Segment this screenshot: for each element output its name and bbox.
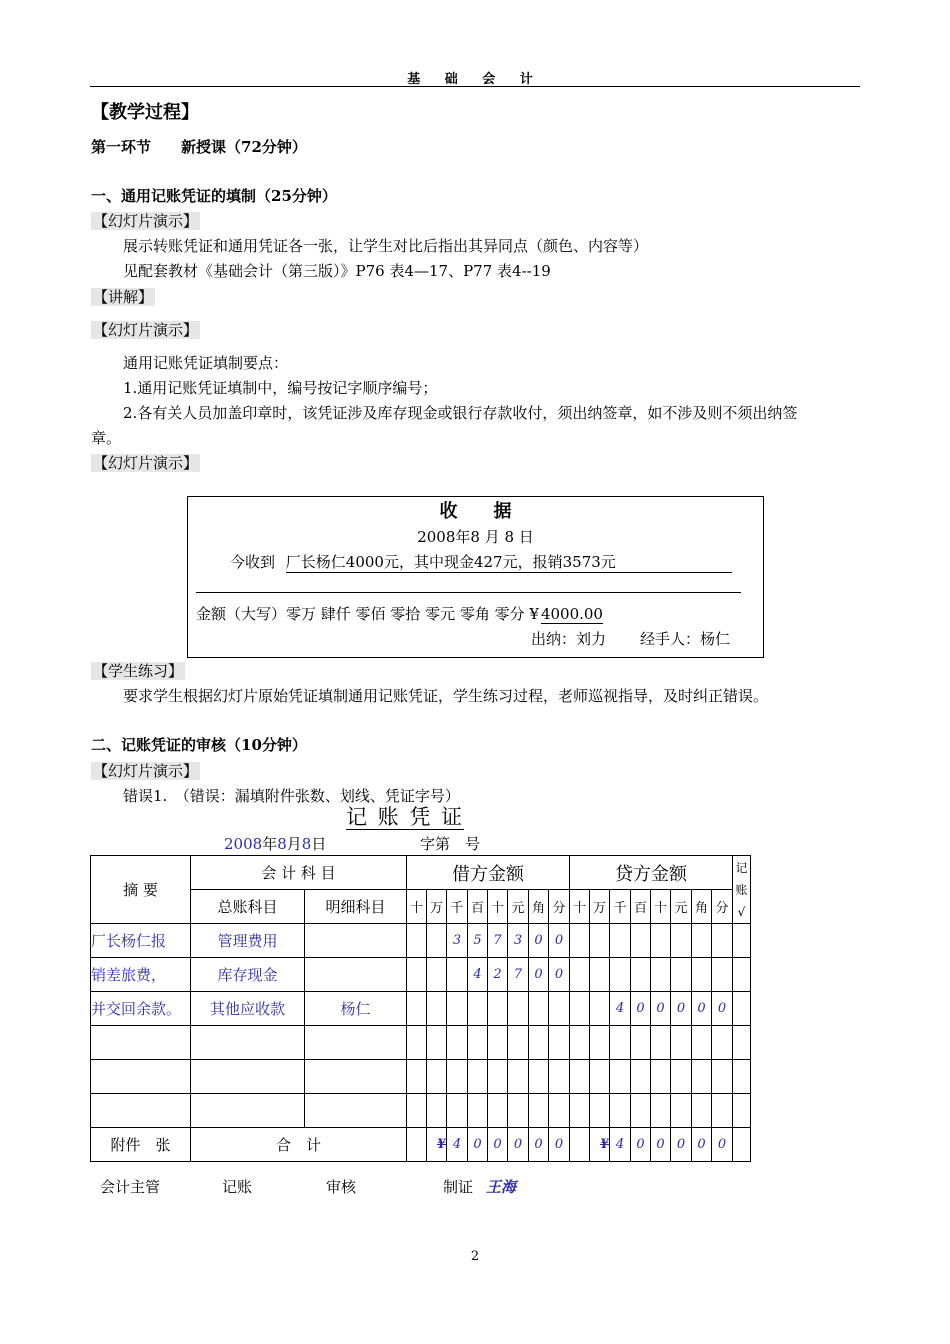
voucher-month: 8 (277, 835, 287, 853)
total-debit-digit: 0 (508, 1128, 529, 1162)
debit-digit (529, 1094, 549, 1128)
total-debit-digit: 0 (488, 1128, 508, 1162)
total-debit-digit: 0 (529, 1128, 549, 1162)
part1-line2: 见配套教材《基础会计（第三版）》P76 表4—17、P77 表4--19 (123, 262, 551, 280)
voucher-day-unit: 日 (311, 835, 327, 853)
credit-digit (692, 1026, 712, 1060)
entry-posted-mark (733, 1094, 751, 1128)
debit-digit (549, 1026, 570, 1060)
digit-header: 十 (570, 890, 590, 924)
posted-char: 账 (735, 882, 748, 897)
prepared-by: 王海 (486, 1178, 517, 1196)
entry-detail-account (305, 1094, 407, 1128)
credit-digit: 0 (651, 992, 671, 1026)
entry-detail-account (305, 958, 407, 992)
credit-digit (651, 958, 671, 992)
debit-digit (427, 958, 447, 992)
debit-digit (447, 1094, 468, 1128)
digit-header: 百 (468, 890, 488, 924)
debit-digit (407, 1026, 427, 1060)
credit-digit (590, 992, 610, 1026)
total-credit-digit (570, 1128, 590, 1162)
total-credit-digit: 0 (671, 1128, 692, 1162)
phase-title: 第一环节 新授课（72分钟） (91, 138, 307, 156)
entry-summary (91, 1026, 191, 1060)
total-label: 合 计 (191, 1128, 407, 1162)
credit-digit (590, 924, 610, 958)
credit-digit (631, 1026, 651, 1060)
debit-digit (508, 992, 529, 1026)
error-1: 错误1. （错误：漏填附件张数、划线、凭证字号） (123, 787, 460, 805)
debit-digit: 7 (508, 958, 529, 992)
credit-digit (570, 958, 590, 992)
point-2-continued: 章。 (91, 429, 122, 447)
total-posted-mark (733, 1128, 751, 1162)
digit-header: 十 (651, 890, 671, 924)
debit-digit (468, 1094, 488, 1128)
entry-general-account (191, 1060, 305, 1094)
entry-summary: 厂长杨仁报 (91, 924, 191, 958)
debit-digit (549, 1060, 570, 1094)
handler: 经手人：杨仁 (640, 630, 731, 648)
credit-digit (590, 1060, 610, 1094)
entry-row (91, 1060, 751, 1094)
credit-digit (631, 1060, 651, 1094)
total-debit-digit (407, 1128, 427, 1162)
running-header: 基 础 会 计 (407, 72, 543, 87)
receipt-date: 2008年8 月 8 日 (417, 528, 534, 546)
point-1: 1.通用记账凭证填制中，编号按记字顺序编号； (123, 379, 438, 397)
practice-text: 要求学生根据幻灯片原始凭证填制通用记账凭证，学生练习过程，老师巡视指导，及时纠正错误。 (123, 687, 769, 705)
credit-digit (712, 924, 733, 958)
digit-header: 万 (427, 890, 447, 924)
digit-header: 万 (590, 890, 610, 924)
credit-digit (610, 958, 631, 992)
header-rule (90, 86, 860, 87)
debit-digit (427, 1060, 447, 1094)
debit-digit (447, 992, 468, 1026)
entry-posted-mark (733, 992, 751, 1026)
credit-digit (590, 1026, 610, 1060)
received-text: 厂长杨仁4000元，其中现金427元，报销3573元 (286, 551, 732, 573)
debit-digit (427, 1094, 447, 1128)
total-credit-digit: 0 (631, 1128, 651, 1162)
footer-prepared: 制证 (443, 1178, 474, 1196)
digit-header: 分 (712, 890, 733, 924)
total-credit-digit: 0 (712, 1128, 733, 1162)
entry-row (91, 1026, 751, 1060)
debit-digit (508, 1060, 529, 1094)
debit-digit (549, 992, 570, 1026)
credit-digit (651, 924, 671, 958)
entry-rows (91, 924, 751, 1128)
point-2: 2.各有关人员加盖印章时，该凭证涉及库存现金或银行存款收付，须出纳签章，如不涉及则不须出纳签 (123, 404, 798, 422)
digit-header: 千 (610, 890, 631, 924)
voucher-month-unit: 月 (286, 835, 302, 853)
part2-heading: 二、记账凭证的审核（10分钟） (91, 736, 307, 754)
debit-digit (468, 992, 488, 1026)
debit-digit: 5 (468, 924, 488, 958)
entry-row (91, 992, 751, 1026)
col-subjects: 会 计 科 目 (191, 856, 407, 890)
credit-digit (610, 1060, 631, 1094)
digit-header: 角 (529, 890, 549, 924)
credit-digit (692, 924, 712, 958)
entry-posted-mark (733, 1026, 751, 1060)
entry-detail-account (305, 1060, 407, 1094)
credit-digit (590, 1094, 610, 1128)
entry-row (91, 924, 751, 958)
voucher-year-unit: 年 (262, 835, 278, 853)
credit-digit: 0 (692, 992, 712, 1026)
posted-char: √ (737, 904, 746, 919)
slide-demo-tag: 【幻灯片演示】 (93, 321, 199, 339)
credit-digit (610, 1026, 631, 1060)
debit-digit: 4 (468, 958, 488, 992)
col-credit: 贷方金额 (570, 856, 733, 890)
debit-digit: 0 (529, 958, 549, 992)
debit-digit (427, 924, 447, 958)
entry-summary (91, 1094, 191, 1128)
receipt-blank-line (196, 592, 741, 593)
slide-demo-tag: 【幻灯片演示】 (93, 762, 199, 780)
debit-digit: 2 (488, 958, 508, 992)
credit-digit: 0 (671, 992, 692, 1026)
entry-general-account (191, 1026, 305, 1060)
digit-header: 角 (692, 890, 712, 924)
credit-digit (610, 1094, 631, 1128)
entry-detail-account (305, 1026, 407, 1060)
credit-digit (692, 1094, 712, 1128)
col-general: 总账科目 (191, 890, 305, 924)
credit-digit (692, 958, 712, 992)
total-debit-digit: ¥ (427, 1128, 447, 1162)
debit-digit: 7 (488, 924, 508, 958)
practice-tag: 【学生练习】 (93, 662, 184, 680)
total-credit-digit: ¥ (590, 1128, 610, 1162)
amount-label: 金额（大写）零万 肆仟 零佰 零拾 零元 零角 零分 ¥ (196, 605, 539, 623)
digit-header: 百 (631, 890, 651, 924)
entry-general-account: 库存现金 (191, 958, 305, 992)
debit-digit: 0 (529, 924, 549, 958)
total-credit-digit: 0 (651, 1128, 671, 1162)
part1-heading: 一、通用记账凭证的填制（25分钟） (91, 187, 337, 205)
credit-digit (570, 1094, 590, 1128)
credit-digit: 0 (712, 992, 733, 1026)
credit-digit (671, 1094, 692, 1128)
entry-detail-account: 杨仁 (305, 992, 407, 1026)
received-label: 今收到 (230, 553, 276, 571)
lecture-tag: 【讲解】 (93, 288, 154, 306)
credit-digit (610, 924, 631, 958)
receipt-title: 收 据 (439, 501, 512, 522)
col-debit: 借方金额 (407, 856, 570, 890)
receipt-box (187, 496, 764, 658)
credit-digit (570, 992, 590, 1026)
voucher-day: 8 (301, 835, 312, 853)
credit-digit: 4 (610, 992, 631, 1026)
debit-digit (407, 924, 427, 958)
debit-digit (529, 992, 549, 1026)
col-posted (733, 856, 751, 924)
credit-digit (651, 1094, 671, 1128)
debit-digit (407, 958, 427, 992)
debit-digit (549, 1094, 570, 1128)
debit-digit (447, 1026, 468, 1060)
points-title: 通用记账凭证填制要点： (123, 354, 289, 372)
col-detail: 明细科目 (305, 890, 407, 924)
debit-digit: 3 (447, 924, 468, 958)
debit-digit: 0 (549, 924, 570, 958)
credit-digit (570, 924, 590, 958)
debit-digit: 3 (508, 924, 529, 958)
slide-demo-tag: 【幻灯片演示】 (93, 454, 199, 472)
debit-digit (488, 1026, 508, 1060)
col-summary: 摘 要 (91, 856, 191, 924)
debit-digit (427, 1026, 447, 1060)
voucher-table (90, 855, 751, 1162)
debit-digit (508, 1026, 529, 1060)
cashier: 出纳：刘力 (531, 630, 607, 648)
debit-digit (529, 1026, 549, 1060)
total-debit-digit: 4 (447, 1128, 468, 1162)
entry-summary: 并交回余款。 (91, 992, 191, 1026)
digit-header: 元 (508, 890, 529, 924)
entry-summary (91, 1060, 191, 1094)
debit-digit (488, 992, 508, 1026)
credit-digit (631, 1094, 651, 1128)
posted-char: 记 (735, 860, 748, 875)
debit-digit: 0 (549, 958, 570, 992)
credit-digit (570, 1026, 590, 1060)
credit-digit (570, 1060, 590, 1094)
total-credit-digit: 0 (692, 1128, 712, 1162)
digit-header: 十 (407, 890, 427, 924)
amount-value: 4000.00 (540, 605, 603, 623)
credit-digit (712, 1026, 733, 1060)
debit-digit (468, 1026, 488, 1060)
debit-digit (468, 1060, 488, 1094)
slide-demo-tag: 【幻灯片演示】 (93, 212, 199, 230)
credit-digit (712, 958, 733, 992)
page-number: 2 (470, 1249, 480, 1264)
section-title: 【教学过程】 (91, 102, 199, 123)
credit-digit (671, 958, 692, 992)
digit-header: 十 (488, 890, 508, 924)
debit-digit (447, 1060, 468, 1094)
entry-general-account (191, 1094, 305, 1128)
credit-digit (712, 1060, 733, 1094)
credit-digit (590, 958, 610, 992)
total-row (91, 1128, 751, 1162)
entry-general-account: 其他应收款 (191, 992, 305, 1026)
total-debit-digit: 0 (468, 1128, 488, 1162)
debit-digit (508, 1094, 529, 1128)
debit-digit (488, 1094, 508, 1128)
attachments-label: 附件 张 (91, 1128, 191, 1162)
voucher-title: 记 账 凭 证 (346, 805, 465, 829)
total-debit-digit: 0 (549, 1128, 570, 1162)
voucher-year: 2008 (224, 835, 263, 853)
debit-digit (407, 1094, 427, 1128)
digit-header: 分 (549, 890, 570, 924)
entry-row (91, 1094, 751, 1128)
entry-general-account: 管理费用 (191, 924, 305, 958)
total-credit-digit: 4 (610, 1128, 631, 1162)
debit-digit (427, 992, 447, 1026)
debit-digit (407, 992, 427, 1026)
footer-supervisor: 会计主管 (100, 1178, 161, 1196)
part1-line1: 展示转账凭证和通用凭证各一张，让学生对比后指出其异同点（颜色、内容等） (123, 237, 649, 255)
credit-digit (692, 1060, 712, 1094)
entry-posted-mark (733, 958, 751, 992)
footer-posting: 记账 (222, 1178, 253, 1196)
debit-digit (529, 1060, 549, 1094)
entry-detail-account (305, 924, 407, 958)
credit-digit (671, 1026, 692, 1060)
footer-review: 审核 (326, 1178, 357, 1196)
debit-digit (407, 1060, 427, 1094)
credit-digit (651, 1060, 671, 1094)
entry-posted-mark (733, 1060, 751, 1094)
digit-header: 元 (671, 890, 692, 924)
credit-digit (712, 1094, 733, 1128)
debit-digit (447, 958, 468, 992)
digit-header: 千 (447, 890, 468, 924)
credit-digit (671, 924, 692, 958)
credit-digit: 0 (631, 992, 651, 1026)
entry-summary: 销差旅费， (91, 958, 191, 992)
voucher-number: 字第 号 (420, 835, 481, 853)
entry-posted-mark (733, 924, 751, 958)
debit-digit (488, 1060, 508, 1094)
credit-digit (651, 1026, 671, 1060)
credit-digit (631, 924, 651, 958)
credit-digit (671, 1060, 692, 1094)
entry-row (91, 958, 751, 992)
credit-digit (631, 958, 651, 992)
